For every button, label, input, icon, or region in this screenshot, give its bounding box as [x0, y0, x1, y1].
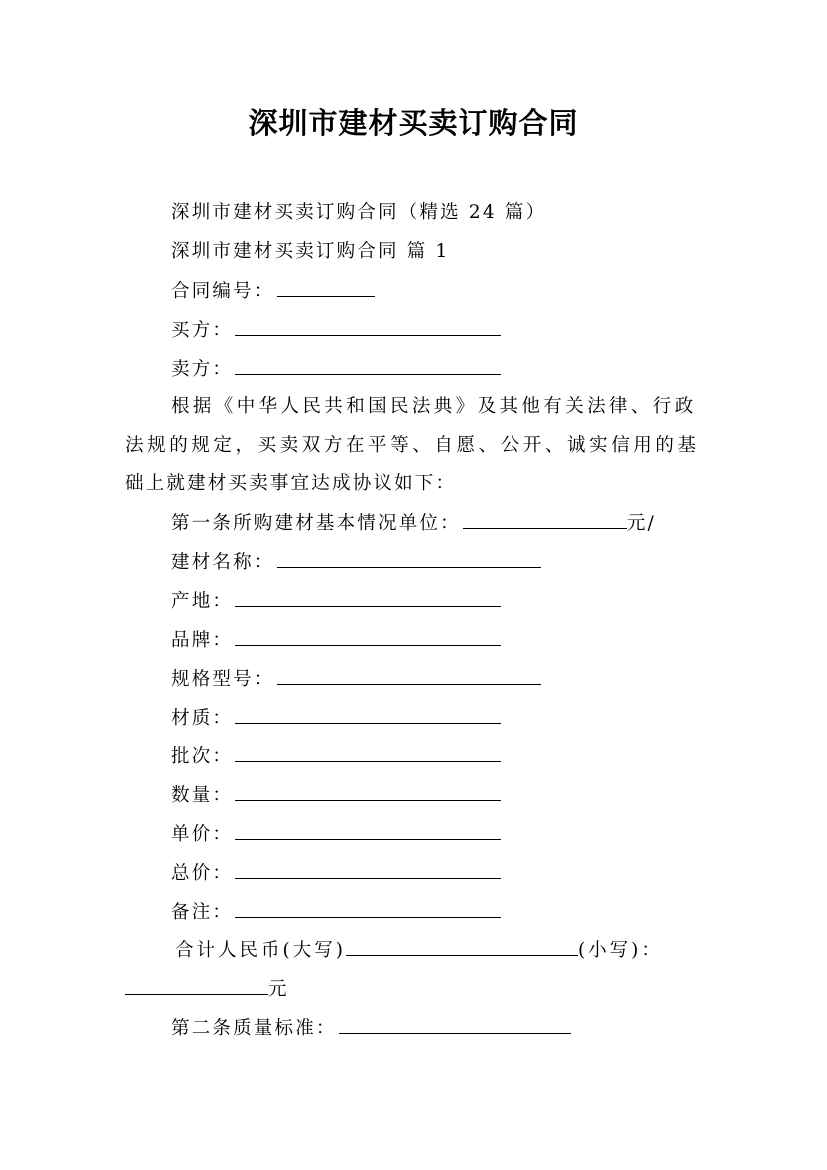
buyer-label: 买方： [171, 320, 234, 341]
quantity-blank[interactable] [235, 782, 501, 801]
total-rmb-blank[interactable] [346, 937, 578, 956]
brand-label: 品牌： [171, 630, 234, 651]
spec-label: 规格型号： [171, 669, 275, 690]
origin-blank[interactable] [235, 588, 501, 607]
yuan-suffix: 元 [268, 979, 289, 1000]
spec-row [171, 666, 541, 693]
unit-price-label: 单价： [171, 824, 234, 845]
material-name-row [171, 549, 541, 576]
remarks-blank[interactable] [235, 899, 501, 918]
remarks-row [171, 899, 501, 926]
contract-no-label: 合同编号： [171, 281, 275, 302]
seller-row [171, 356, 501, 383]
article1-blank[interactable] [463, 510, 627, 529]
total-rmb-label: 合计人民币(大写) [175, 940, 346, 961]
small-write-label: (小写)： [577, 940, 663, 961]
material-name-blank[interactable] [277, 549, 541, 568]
small-write-blank[interactable] [125, 976, 268, 995]
batch-blank[interactable] [235, 743, 501, 762]
spec-blank[interactable] [277, 666, 541, 685]
total-rmb-row [175, 937, 663, 964]
article2-blank[interactable] [339, 1015, 571, 1034]
quantity-label: 数量： [171, 785, 234, 806]
batch-label: 批次： [171, 746, 234, 767]
document-title: 深圳市建材买卖订购合同 [248, 106, 579, 140]
material-blank[interactable] [235, 705, 501, 724]
quantity-row [171, 782, 501, 809]
contract-no-row [171, 278, 375, 305]
preamble-line-2: 法规的规定，买卖双方在平等、自愿、公开、诚实信用的基 [125, 435, 700, 456]
article2-row [171, 1015, 571, 1042]
subtitle-line: 深圳市建材买卖订购合同（精选 24 篇） [171, 202, 547, 223]
contract-no-blank[interactable] [277, 278, 375, 297]
article2-label: 第二条质量标准： [171, 1018, 337, 1039]
material-row [171, 705, 501, 732]
article1-label: 第一条所购建材基本情况单位： [171, 513, 461, 534]
total-price-label: 总价： [171, 863, 234, 884]
section-heading: 深圳市建材买卖订购合同 篇 1 [171, 241, 450, 262]
remarks-label: 备注： [171, 902, 234, 923]
material-label: 材质： [171, 708, 234, 729]
unit-price-row [171, 821, 501, 848]
brand-blank[interactable] [235, 627, 501, 646]
origin-row [171, 588, 501, 615]
total-price-blank[interactable] [235, 860, 501, 879]
article1-row [171, 510, 656, 537]
small-write-row [125, 976, 289, 1003]
buyer-blank[interactable] [235, 317, 501, 336]
total-price-row [171, 860, 501, 887]
brand-row [171, 627, 501, 654]
preamble-line-1: 根据《中华人民共和国民法典》及其他有关法律、行政 [171, 396, 697, 417]
article1-suffix: 元/ [626, 513, 656, 534]
origin-label: 产地： [171, 591, 234, 612]
preamble-line-3: 础上就建材买卖事宜达成协议如下： [125, 473, 457, 494]
seller-label: 卖方： [171, 359, 234, 380]
unit-price-blank[interactable] [235, 821, 501, 840]
material-name-label: 建材名称： [171, 552, 275, 573]
batch-row [171, 743, 501, 770]
buyer-row [171, 317, 501, 344]
seller-blank[interactable] [235, 356, 501, 375]
